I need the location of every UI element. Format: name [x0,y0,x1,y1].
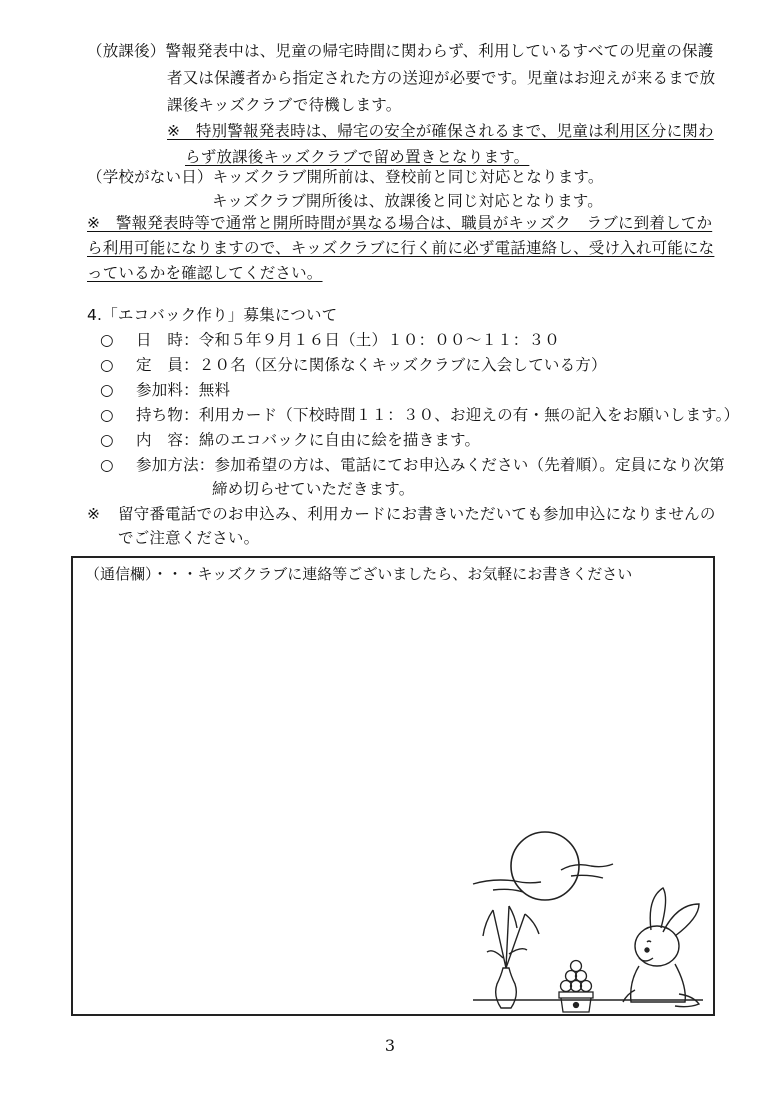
section4-note-line2: でご注意ください。 [118,529,260,547]
no-school-day-line2: キッズクラブ開所後は、放課後と同じ対応となります。 [212,192,603,210]
moon-viewing-rabbit-illustration [463,818,713,1018]
after-school-line2: 者又は保護者から指定された方の送迎が必要です。児童はお迎えが来るまで放 [167,69,716,87]
event-item-text: 定 員：２０名（区分に関係なくキッズクラブに入会している方） [136,356,607,374]
notice-line2: ら利用可能になりますので、キッズクラブに行く前に必ず電話連絡し、受け入れ可能にな [87,239,715,257]
section4-note-mark: ※ [87,505,101,523]
event-item-belongings [100,404,739,426]
event-item-text: 持ち物：利用カード（下校時間１１：３０、お迎えの有・無の記入をお願いします。） [136,406,740,424]
after-school-line3: 課後キッズクラブで待機します。 [167,96,402,114]
rabbit-icon [623,888,699,1007]
event-item-fee [100,379,230,401]
page-number: 3 [384,1036,396,1055]
communication-box[interactable] [71,556,715,1016]
section4-heading: 4.「エコバック作り」募集について [87,306,338,324]
event-item-datetime [100,329,560,351]
after-school-line1: （放課後）警報発表中は、児童の帰宅時間に関わらず、利用しているすべての児童の保護 [87,42,714,60]
special-warning-note-line1: ※ 特別警報発表時は、帰宅の安全が確保されるまで、児童は利用区分に関わ [167,122,714,140]
event-item-content [100,429,480,451]
dango-stand-icon [559,961,593,1013]
no-school-day-line1: （学校がない日）キッズクラブ開所前は、登校前と同じ対応となります。 [87,168,604,186]
event-item-text: 日 時：令和５年９月１６日（土）１０：００～１１：３０ [136,331,560,349]
communication-box-label: （通信欄）・・・キッズクラブに連絡等ございましたら、お気軽にお書きください [85,565,633,583]
event-item-text: 参加方法：参加希望の方は、電話にてお申込みください（先着順）。定員になり次第 [136,456,725,474]
event-item-text: 参加料：無料 [136,381,231,399]
notice-line1: ※ 警報発表時等で通常と開所時間が異なる場合は、職員がキッズク ラブに到着してか [87,214,713,232]
circle-bullet-icon: ○ [100,406,114,424]
notice-line3: っているかを確認してください。 [87,264,323,282]
circle-bullet-icon: ○ [100,456,114,474]
circle-bullet-icon: ○ [100,331,114,349]
event-item-application-cont: 締め切らせていただきます。 [212,480,415,498]
circle-bullet-icon: ○ [100,431,114,449]
circle-bullet-icon: ○ [100,381,114,399]
section4-note-line1: 留守番電話でのお申込み、利用カードにお書きいただいても参加申込になりませんの [118,505,716,523]
circle-bullet-icon: ○ [100,356,114,374]
pampas-grass-vase-icon [483,906,539,1008]
event-item-application [100,454,725,476]
event-item-capacity [100,354,607,376]
cloud-icon [473,864,613,892]
event-item-text: 内 容：綿のエコバックに自由に絵を描きます。 [136,431,481,449]
special-warning-note-line2: らず放課後キッズクラブで留め置きとなります。 [185,148,530,166]
